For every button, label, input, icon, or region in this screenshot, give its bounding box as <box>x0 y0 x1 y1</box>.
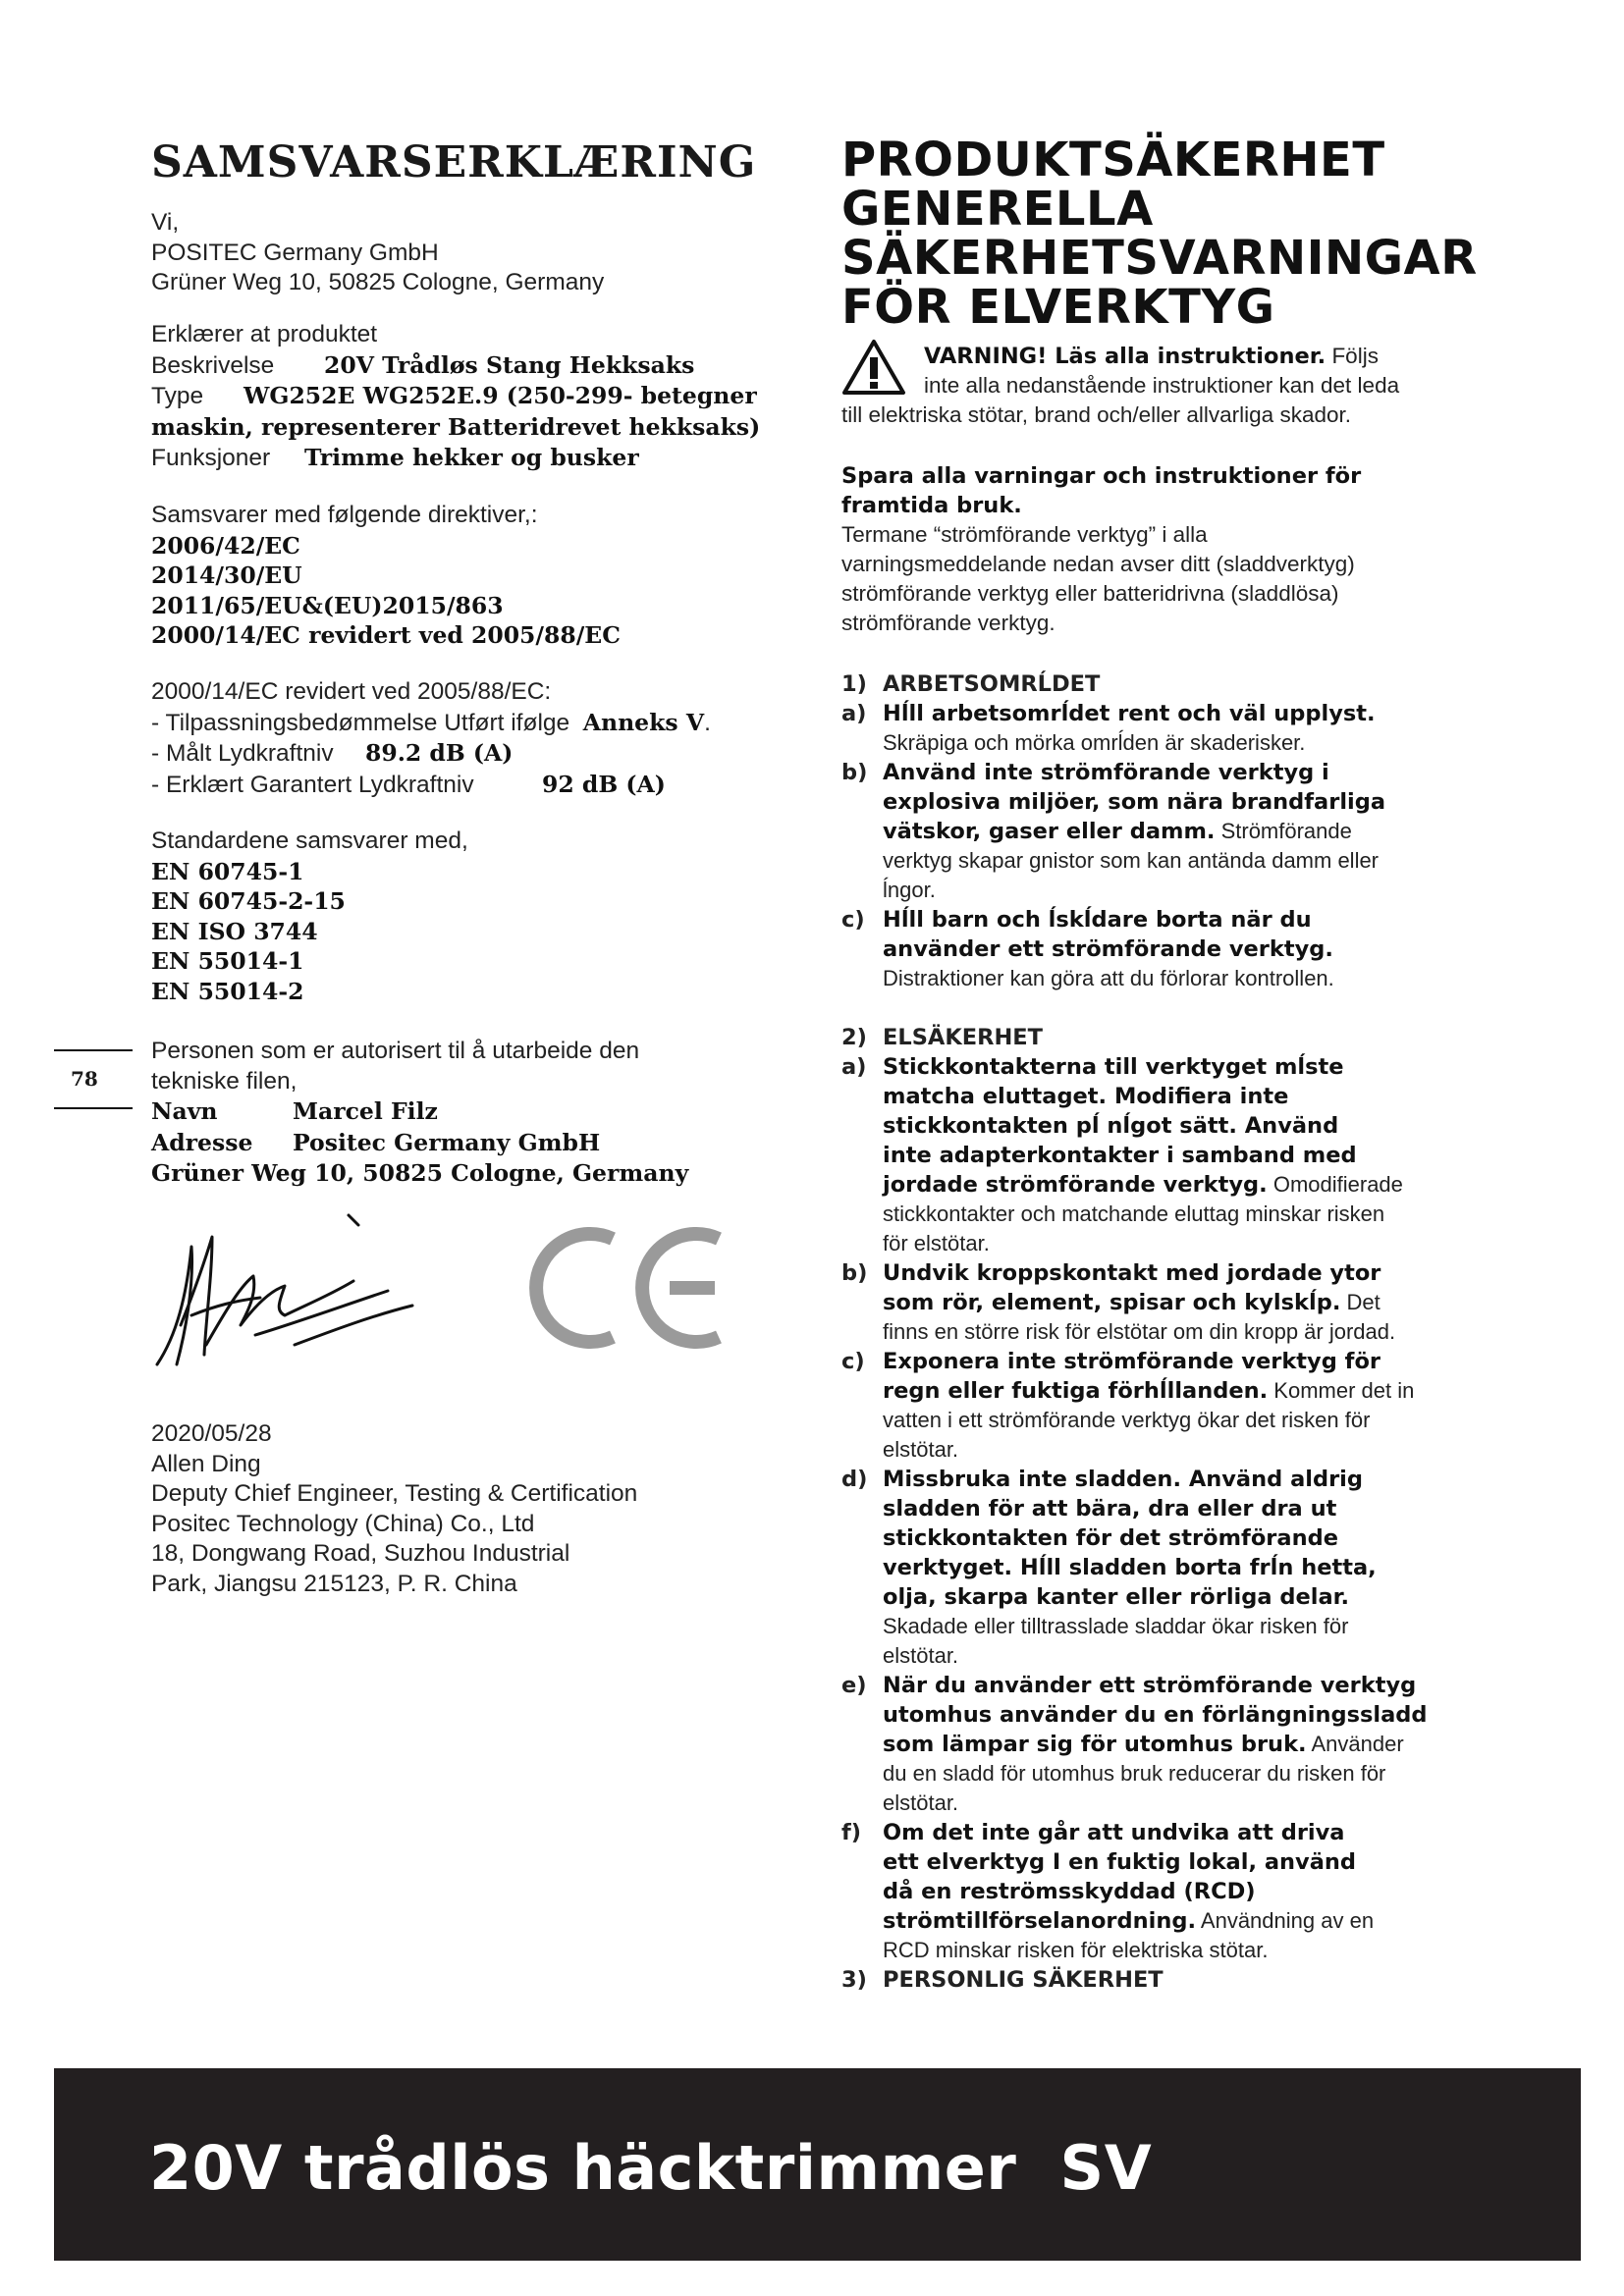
section-work-area <box>841 669 1489 993</box>
item-bold: Använd inte strömförande verktyg i <box>883 760 1329 785</box>
item-key: b) <box>841 1260 868 1286</box>
item-key: c) <box>841 1349 865 1374</box>
item-bold: stickkontakten för det strömförande <box>883 1525 1338 1551</box>
item-key: f) <box>841 1820 862 1845</box>
item-text: RCD minskar risken för elektriska stötar. <box>883 1938 1269 1962</box>
item-text: elstötar. <box>883 1790 959 1815</box>
item-bold: När du använder ett strömförande verktyg <box>883 1673 1417 1698</box>
item-text: Användning av en <box>1196 1908 1375 1933</box>
item-bold: jordade strömförande verktyg. <box>883 1172 1268 1198</box>
manufacturer-block <box>151 208 799 298</box>
item-bold: Hĺll arbetsomrĺdet rent och väl upplyst. <box>883 701 1376 726</box>
item-bold: verktyget. Hĺll sladden borta frĺn hetta, <box>883 1555 1377 1580</box>
type-label: Type <box>151 383 204 409</box>
terms-text-1: Termane “strömförande verktyg” i alla <box>841 522 1208 547</box>
noise-intro: 2000/14/EC revidert ved 2005/88/EC: <box>151 678 552 705</box>
item-bold: utomhus använder du en förlängningssladd <box>883 1702 1428 1728</box>
item-key: d) <box>841 1467 868 1492</box>
item-bold: som lämpar sig för utomhus bruk. <box>883 1732 1307 1757</box>
item-bold: olja, skarpa kanter eller rörliga delar. <box>883 1584 1350 1610</box>
item-bold: stickkontakten pĺ nĺgot sätt. Använd <box>883 1113 1339 1139</box>
noise-1-label: - Tilpassningsbedømmelse Utført ifølge <box>151 709 570 736</box>
warning-text-2: inte alla nedanstående instruktioner kan det leda <box>924 373 1400 398</box>
item-bold: matcha eluttaget. Modifiera inte <box>883 1084 1289 1109</box>
safety-item-2f <box>841 1818 1489 1965</box>
item-text: Skräpiga och mörka omrĺden är skaderisker. <box>883 730 1306 755</box>
item-bold: sladden för att bära, dra eller dra ut <box>883 1496 1337 1522</box>
terms-text-2: varningsmeddelande nedan avser ditt (sladdverktyg) <box>841 552 1355 576</box>
safety-item-2c <box>841 1347 1489 1465</box>
warning-block <box>841 342 1489 430</box>
safety-item-2e <box>841 1671 1489 1818</box>
signer-name: Allen Ding <box>151 1450 261 1477</box>
item-text: Det <box>1340 1290 1380 1314</box>
footer-banner <box>54 2068 1581 2261</box>
item-bold: Hĺll barn och ĺskĺdare borta när du <box>883 907 1312 933</box>
noise-block <box>151 677 799 800</box>
item-text: Använder <box>1306 1732 1404 1756</box>
noise-1-value: Anneks V <box>582 708 705 736</box>
item-bold: Stickkontakterna till verktyget mĺste <box>883 1054 1344 1080</box>
directive-item: 2006/42/EC <box>151 531 300 560</box>
item-text: Kommer det in <box>1268 1378 1415 1403</box>
standards-intro: Standardene samsvarer med, <box>151 828 468 854</box>
signer-address-2: Park, Jiangsu 215123, P. R. China <box>151 1570 517 1597</box>
noise-1-end: . <box>704 709 711 736</box>
item-bold: som rör, element, spisar och kylskĺp. <box>883 1290 1341 1315</box>
item-text: ĺngor. <box>883 878 936 902</box>
noise-3-value: 92 dB (A) <box>542 770 666 798</box>
signature-image <box>147 1207 471 1394</box>
section-number: 2) <box>841 1025 867 1050</box>
terms-text-3: strömförande verktyg eller batteridrivna (sladdlösa) <box>841 581 1339 606</box>
addr-label: Adresse <box>151 1128 253 1156</box>
safety-title <box>841 133 1478 335</box>
safety-item-1b <box>841 758 1489 905</box>
item-text: för elstötar. <box>883 1231 990 1255</box>
standard-item: EN 55014-2 <box>151 977 304 1005</box>
directive-item: 2000/14/EC revidert ved 2005/88/EC <box>151 621 621 649</box>
section-electrical <box>841 1023 1489 1995</box>
standard-item: EN ISO 3744 <box>151 917 318 945</box>
item-text: vatten i ett strömförande verktyg ökar det risken för <box>883 1408 1371 1432</box>
signed-date: 2020/05/28 <box>151 1420 272 1447</box>
noise-2-value: 89.2 dB (A) <box>365 739 514 767</box>
person-intro-1: Personen som er autorisert til å utarbeide den <box>151 1038 640 1064</box>
save-block <box>841 461 1489 638</box>
item-text: elstötar. <box>883 1437 959 1462</box>
item-bold: inte adapterkontakter i samband med <box>883 1143 1357 1168</box>
warning-text-1: Följs <box>1326 344 1379 368</box>
standards-block <box>151 827 799 1006</box>
item-key: a) <box>841 701 867 726</box>
item-text: du en sladd för utomhus bruk reducerar du risken för <box>883 1761 1386 1786</box>
product-block <box>151 320 799 474</box>
item-key: e) <box>841 1673 867 1698</box>
signer-company: Positec Technology (China) Co., Ltd <box>151 1510 535 1537</box>
item-bold: regn eller fuktiga förhĺllanden. <box>883 1378 1269 1404</box>
terms-text-4: strömförande verktyg. <box>841 611 1056 635</box>
save-text-2: framtida bruk. <box>841 493 1022 518</box>
addr-value: Positec Germany GmbH <box>293 1128 601 1156</box>
noise-3-label: - Erklært Garantert Lydkraftniv <box>151 771 474 798</box>
item-text: finns en större risk för elstötar om din kropp är jordad. <box>883 1319 1396 1344</box>
item-bold: Om det inte går att undvika att driva <box>883 1820 1345 1845</box>
warning-text-3: till elektriska stötar, brand och/eller allvarliga skador. <box>841 402 1351 427</box>
name-label: Navn <box>151 1097 218 1125</box>
func-value: Trimme hekker og busker <box>304 444 639 471</box>
standard-item: EN 60745-1 <box>151 857 304 885</box>
safety-item-1c <box>841 905 1489 993</box>
safety-title-line: SÄKERHETSVARNINGAR <box>841 231 1478 286</box>
name-value: Marcel Filz <box>293 1097 438 1125</box>
item-bold: då en reströmsskyddad (RCD) <box>883 1879 1256 1904</box>
section-title: ELSÄKERHET <box>883 1025 1044 1050</box>
item-bold: Undvik kroppskontakt med jordade ytor <box>883 1260 1381 1286</box>
item-key: b) <box>841 760 868 785</box>
page-rule-top <box>54 1049 133 1051</box>
item-text: Skadade eller tilltrasslade sladdar ökar risken för <box>883 1614 1349 1638</box>
directive-item: 2014/30/EU <box>151 561 302 589</box>
safety-item-2a <box>841 1052 1489 1258</box>
safety-item-1a <box>841 699 1489 758</box>
save-text-1: Spara alla varningar och instruktioner för <box>841 463 1362 489</box>
item-bold: ett elverktyg I en fuktig lokal, använd <box>883 1849 1357 1875</box>
section-number: 1) <box>841 671 867 697</box>
item-key: a) <box>841 1054 867 1080</box>
safety-item-2b <box>841 1258 1489 1347</box>
declares-text: Erklærer at produktet <box>151 321 378 347</box>
signer-title: Deputy Chief Engineer, Testing & Certification <box>151 1480 638 1507</box>
safety-item-2d <box>841 1465 1489 1671</box>
company-address: Grüner Weg 10, 50825 Cologne, Germany <box>151 269 605 295</box>
desc-label: Beskrivelse <box>151 351 275 379</box>
ce-mark-icon <box>522 1219 738 1357</box>
item-text: Distraktioner kan göra att du förlorar kontrollen. <box>883 966 1334 990</box>
directive-item: 2011/65/EU&(EU)2015/863 <box>151 591 504 619</box>
safety-title-line: FÖR ELVERKTYG <box>841 280 1275 335</box>
item-bold: vätskor, gaser eller damm. <box>883 819 1216 844</box>
page-number: 78 <box>71 1067 98 1091</box>
person-intro-2: tekniske filen, <box>151 1067 298 1095</box>
item-bold: använder ett strömförande verktyg. <box>883 936 1333 962</box>
type-value-1: WG252E WG252E.9 (250-299- betegner <box>244 382 757 409</box>
standard-item: EN 55014-1 <box>151 947 304 975</box>
noise-2-label: - Målt Lydkraftniv <box>151 740 334 767</box>
section-title: ARBETSOMRĹDET <box>883 671 1101 697</box>
item-bold: strömtillförselanordning. <box>883 1908 1197 1934</box>
company-name: POSITEC Germany GmbH <box>151 239 439 266</box>
item-text: stickkontakter och matchande eluttag minskar risken <box>883 1201 1385 1226</box>
item-bold: explosiva miljöer, som nära brandfarliga <box>883 789 1386 815</box>
safety-title-line: PRODUKTSÄKERHET <box>841 133 1385 187</box>
section-number: 3) <box>841 1967 867 1993</box>
declaration-title: SAMSVARSERKLÆRING <box>151 137 757 187</box>
footer-title: 20V trådlös häcktrimmer SV <box>149 2132 1153 2204</box>
item-bold: Missbruka inte sladden. Använd aldrig <box>883 1467 1363 1492</box>
item-text: verktyg skapar gnistor som kan antända damm eller <box>883 848 1380 873</box>
technical-file-block <box>151 1037 799 1189</box>
directives-intro: Samsvarer med følgende direktiver,: <box>151 502 538 528</box>
item-key: c) <box>841 907 865 933</box>
item-bold: Exponera inte strömförande verktyg för <box>883 1349 1380 1374</box>
desc-value: 20V Trådløs Stang Hekksaks <box>324 350 695 379</box>
item-text: Strömförande <box>1215 819 1352 843</box>
addr-value-2: Grüner Weg 10, 50825 Cologne, Germany <box>151 1159 689 1187</box>
vi-text: Vi, <box>151 209 180 236</box>
directives-block <box>151 501 799 651</box>
warning-bold: VARNING! Läs alla instruktioner. <box>924 344 1326 369</box>
page-rule-bottom <box>54 1107 133 1109</box>
standard-item: EN 60745-2-15 <box>151 887 346 915</box>
safety-title-line: GENERELLA <box>841 182 1154 237</box>
section-title: PERSONLIG SÄKERHET <box>883 1967 1164 1993</box>
item-text: Omodifierade <box>1267 1172 1403 1197</box>
type-value-2: maskin, representerer Batteridrevet hekksaks) <box>151 412 761 441</box>
signer-block <box>151 1419 799 1599</box>
item-text: elstötar. <box>883 1643 959 1668</box>
signer-address-1: 18, Dongwang Road, Suzhou Industrial <box>151 1540 570 1567</box>
func-label: Funksjoner <box>151 445 271 471</box>
